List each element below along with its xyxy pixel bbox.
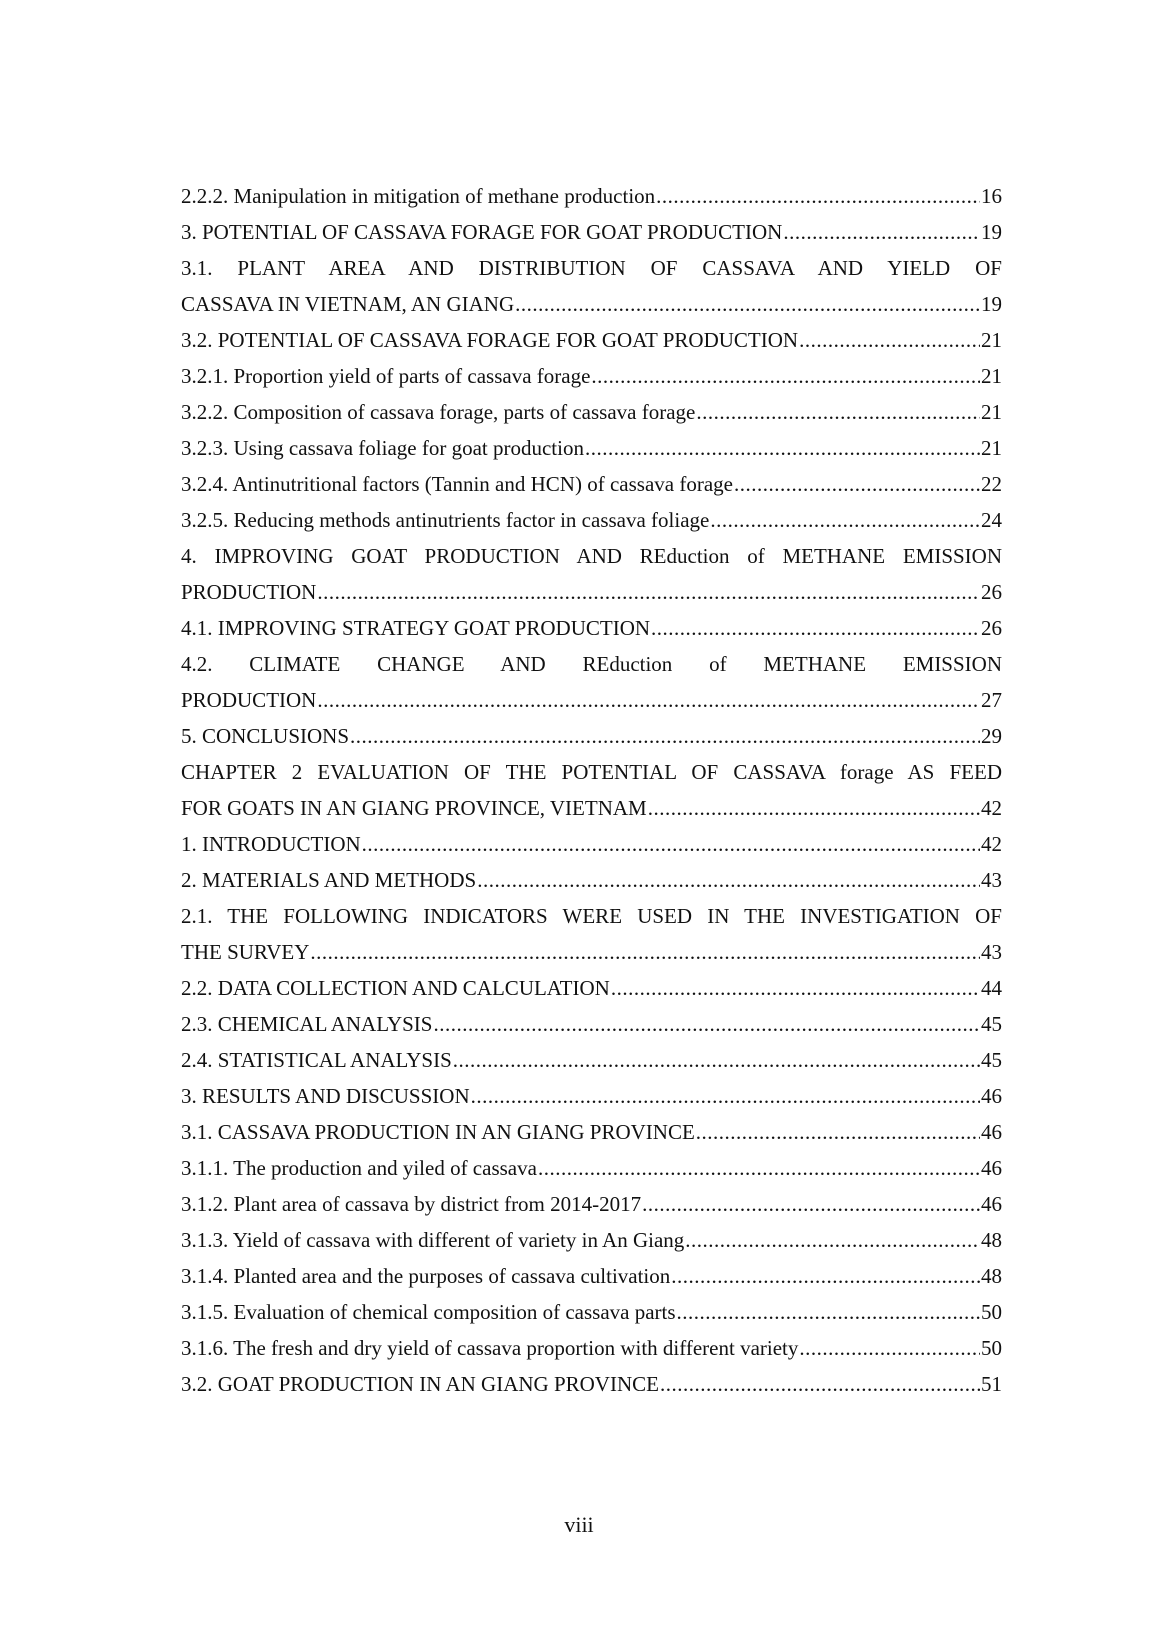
- toc-entry-page: 48: [981, 1228, 1002, 1252]
- dot-leader: [477, 862, 980, 898]
- toc-entry-row: [181, 358, 1002, 394]
- toc-entry-row: [181, 1222, 1002, 1258]
- toc-entry[interactable]: [181, 358, 1002, 394]
- toc-entry[interactable]: [181, 970, 1002, 1006]
- toc-entry-page: 50: [981, 1300, 1002, 1324]
- dot-leader: [538, 1150, 980, 1186]
- toc-entry-row: [181, 394, 1002, 430]
- toc-entry-title: THE SURVEY: [181, 940, 310, 964]
- toc-entry-row: [181, 286, 1002, 322]
- toc-entry-page: 45: [981, 1048, 1002, 1072]
- toc-entry[interactable]: [181, 1150, 1002, 1186]
- toc-entry-title: FOR GOATS IN AN GIANG PROVINCE, VIETNAM: [181, 796, 647, 820]
- toc-entry-page: 24: [981, 508, 1002, 532]
- toc-entry[interactable]: [181, 322, 1002, 358]
- toc-entry-row: [181, 214, 1002, 250]
- toc-entry-page: 44: [981, 976, 1002, 1000]
- toc-entry-title: PRODUCTION: [181, 688, 317, 712]
- toc-entry-title: 4.1. IMPROVING STRATEGY GOAT PRODUCTION: [181, 616, 651, 640]
- toc-entry-title: 3.2. GOAT PRODUCTION IN AN GIANG PROVINCE: [181, 1372, 659, 1396]
- toc-entry[interactable]: [181, 610, 1002, 646]
- toc-entry-row: [181, 178, 1002, 214]
- toc-entry-row: [181, 574, 1002, 610]
- toc-entry-title: 3.2.2. Composition of cassava forage, parts of cassava forage: [181, 400, 696, 424]
- dot-leader: [642, 1186, 980, 1222]
- toc-entry[interactable]: [181, 1330, 1002, 1366]
- dot-leader: [651, 610, 980, 646]
- toc-entry-page: 21: [981, 364, 1002, 388]
- toc-entry-title: 3.1.3. Yield of cassava with different of variety in An Giang: [181, 1228, 685, 1252]
- toc-entry-title: 3.1. CASSAVA PRODUCTION IN AN GIANG PROVINCE: [181, 1120, 695, 1144]
- toc-entry[interactable]: [181, 1006, 1002, 1042]
- toc-entry[interactable]: [181, 1042, 1002, 1078]
- toc-entry-page: 16: [981, 184, 1002, 208]
- toc-entry[interactable]: [181, 1294, 1002, 1330]
- dot-leader: [310, 934, 980, 970]
- page-number: viii: [564, 1512, 594, 1537]
- toc-entry-row: [181, 934, 1002, 970]
- dot-leader: [783, 214, 980, 250]
- toc-entry-row: [181, 790, 1002, 826]
- toc-entry[interactable]: [181, 1258, 1002, 1294]
- toc-entry-title-line: CHAPTER 2 EVALUATION OF THE POTENTIAL OF CASSAVA forage AS FEED: [181, 760, 1002, 784]
- dot-leader: [710, 502, 980, 538]
- toc-entry-title: 3.1.5. Evaluation of chemical composition of cassava parts: [181, 1300, 676, 1324]
- toc-entry-page: 46: [981, 1156, 1002, 1180]
- toc-entry-page: 45: [981, 1012, 1002, 1036]
- toc-entry-row: [181, 718, 1002, 754]
- dot-leader: [362, 826, 980, 862]
- toc-entry-row: [181, 1078, 1002, 1114]
- toc-entry-title: 3.2.4. Antinutritional factors (Tannin and HCN) of cassava forage: [181, 472, 733, 496]
- dot-leader: [585, 430, 980, 466]
- toc-entry-row: [181, 1258, 1002, 1294]
- toc-entry-title: PRODUCTION: [181, 580, 317, 604]
- toc-entry-title: 3.2.5. Reducing methods antinutrients factor in cassava foliage: [181, 508, 710, 532]
- dot-leader: [799, 1330, 980, 1366]
- table-of-contents: [181, 178, 1002, 1402]
- toc-entry-title: 2.2. DATA COLLECTION AND CALCULATION: [181, 976, 610, 1000]
- toc-entry-row: [181, 1150, 1002, 1186]
- dot-leader: [317, 574, 980, 610]
- toc-entry-page: 21: [981, 328, 1002, 352]
- toc-entry[interactable]: [181, 466, 1002, 502]
- dot-leader: [685, 1222, 980, 1258]
- toc-entry-row: [181, 322, 1002, 358]
- toc-entry-title: 3.2.1. Proportion yield of parts of cassava forage: [181, 364, 591, 388]
- toc-entry-page: 51: [981, 1372, 1002, 1396]
- toc-entry-row: [181, 610, 1002, 646]
- toc-entry[interactable]: [181, 1366, 1002, 1402]
- toc-entry-title-line: 4.2. CLIMATE CHANGE AND REduction of METHANE EMISSION: [181, 652, 1002, 676]
- toc-entry-title: 2. MATERIALS AND METHODS: [181, 868, 477, 892]
- toc-entry[interactable]: [181, 646, 1002, 718]
- toc-entry-title-line: 2.1. THE FOLLOWING INDICATORS WERE USED IN THE INVESTIGATION OF: [181, 904, 1002, 928]
- dot-leader: [696, 1114, 980, 1150]
- toc-entry-page: 19: [981, 220, 1002, 244]
- dot-leader: [317, 682, 980, 718]
- toc-entry-title: 1. INTRODUCTION: [181, 832, 361, 856]
- toc-entry-page: 19: [981, 292, 1002, 316]
- toc-entry-row: [181, 970, 1002, 1006]
- toc-entry[interactable]: [181, 718, 1002, 754]
- toc-entry-page: 46: [981, 1192, 1002, 1216]
- toc-entry-title: CASSAVA IN VIETNAM, AN GIANG: [181, 292, 515, 316]
- toc-entry-title: 3.1.2. Plant area of cassava by district from 2014-2017: [181, 1192, 642, 1216]
- dot-leader: [677, 1294, 980, 1330]
- toc-entry-title: 2.3. CHEMICAL ANALYSIS: [181, 1012, 433, 1036]
- toc-entry-row: [181, 1114, 1002, 1150]
- toc-entry-page: 21: [981, 400, 1002, 424]
- toc-entry[interactable]: [181, 1186, 1002, 1222]
- toc-entry-row: [181, 1186, 1002, 1222]
- dot-leader: [648, 790, 980, 826]
- toc-entry[interactable]: [181, 754, 1002, 826]
- toc-entry-page: 43: [981, 868, 1002, 892]
- toc-entry-page: 21: [981, 436, 1002, 460]
- dot-leader: [660, 1366, 980, 1402]
- toc-entry-title: 5. CONCLUSIONS: [181, 724, 350, 748]
- toc-entry[interactable]: [181, 394, 1002, 430]
- toc-entry-page: 29: [981, 724, 1002, 748]
- dot-leader: [453, 1042, 980, 1078]
- toc-entry[interactable]: [181, 862, 1002, 898]
- toc-entry-row: [181, 826, 1002, 862]
- toc-entry-title: 3.1.6. The fresh and dry yield of cassava proportion with different variety: [181, 1336, 799, 1360]
- toc-entry-page: 46: [981, 1084, 1002, 1108]
- toc-entry-row: [181, 502, 1002, 538]
- toc-entry-title: 3.2.3. Using cassava foliage for goat production: [181, 436, 584, 460]
- toc-entry[interactable]: [181, 826, 1002, 862]
- toc-entry-page: 48: [981, 1264, 1002, 1288]
- toc-entry[interactable]: [181, 1222, 1002, 1258]
- toc-entry-page: 42: [981, 796, 1002, 820]
- toc-entry-page: 46: [981, 1120, 1002, 1144]
- dot-leader: [734, 466, 980, 502]
- toc-entry[interactable]: [181, 430, 1002, 466]
- toc-entry-title-line: 3.1. PLANT AREA AND DISTRIBUTION OF CASSAVA AND YIELD OF: [181, 256, 1002, 280]
- toc-entry-page: 22: [981, 472, 1002, 496]
- toc-entry-page: 42: [981, 832, 1002, 856]
- toc-entry-page: 50: [981, 1336, 1002, 1360]
- toc-entry-row: [181, 1330, 1002, 1366]
- toc-entry-title: 2.2.2. Manipulation in mitigation of methane production: [181, 184, 656, 208]
- toc-entry[interactable]: [181, 502, 1002, 538]
- dot-leader: [611, 970, 980, 1006]
- toc-entry-title: 2.4. STATISTICAL ANALYSIS: [181, 1048, 452, 1072]
- toc-entry[interactable]: [181, 898, 1002, 970]
- toc-entry-title: 3.2. POTENTIAL OF CASSAVA FORAGE FOR GOAT PRODUCTION: [181, 328, 799, 352]
- toc-entry[interactable]: [181, 1078, 1002, 1114]
- toc-entry-row: [181, 1042, 1002, 1078]
- toc-entry-page: 26: [981, 580, 1002, 604]
- dot-leader: [799, 322, 980, 358]
- toc-entry-row: [181, 466, 1002, 502]
- dot-leader: [515, 286, 980, 322]
- toc-entry-page: 27: [981, 688, 1002, 712]
- dot-leader: [696, 394, 980, 430]
- dot-leader: [591, 358, 980, 394]
- dot-leader: [350, 718, 980, 754]
- toc-entry-page: 43: [981, 940, 1002, 964]
- toc-entry[interactable]: [181, 250, 1002, 322]
- toc-entry-title: 3.1.1. The production and yiled of cassava: [181, 1156, 537, 1180]
- dot-leader: [671, 1258, 980, 1294]
- toc-entry-row: [181, 862, 1002, 898]
- toc-entry-row: [181, 1366, 1002, 1402]
- toc-entry[interactable]: [181, 214, 1002, 250]
- dot-leader: [433, 1006, 980, 1042]
- dot-leader: [656, 178, 980, 214]
- toc-entry-row: [181, 1294, 1002, 1330]
- toc-entry-title: 3. POTENTIAL OF CASSAVA FORAGE FOR GOAT PRODUCTION: [181, 220, 783, 244]
- toc-entry[interactable]: [181, 538, 1002, 610]
- toc-entry[interactable]: [181, 1114, 1002, 1150]
- toc-entry[interactable]: [181, 178, 1002, 214]
- toc-entry-title: 3. RESULTS AND DISCUSSION: [181, 1084, 470, 1108]
- toc-entry-row: [181, 1006, 1002, 1042]
- dot-leader: [471, 1078, 980, 1114]
- toc-entry-title-line: 4. IMPROVING GOAT PRODUCTION AND REduction of METHANE EMISSION: [181, 544, 1002, 568]
- toc-entry-page: 26: [981, 616, 1002, 640]
- toc-entry-title: 3.1.4. Planted area and the purposes of cassava cultivation: [181, 1264, 671, 1288]
- toc-entry-row: [181, 430, 1002, 466]
- toc-entry-row: [181, 682, 1002, 718]
